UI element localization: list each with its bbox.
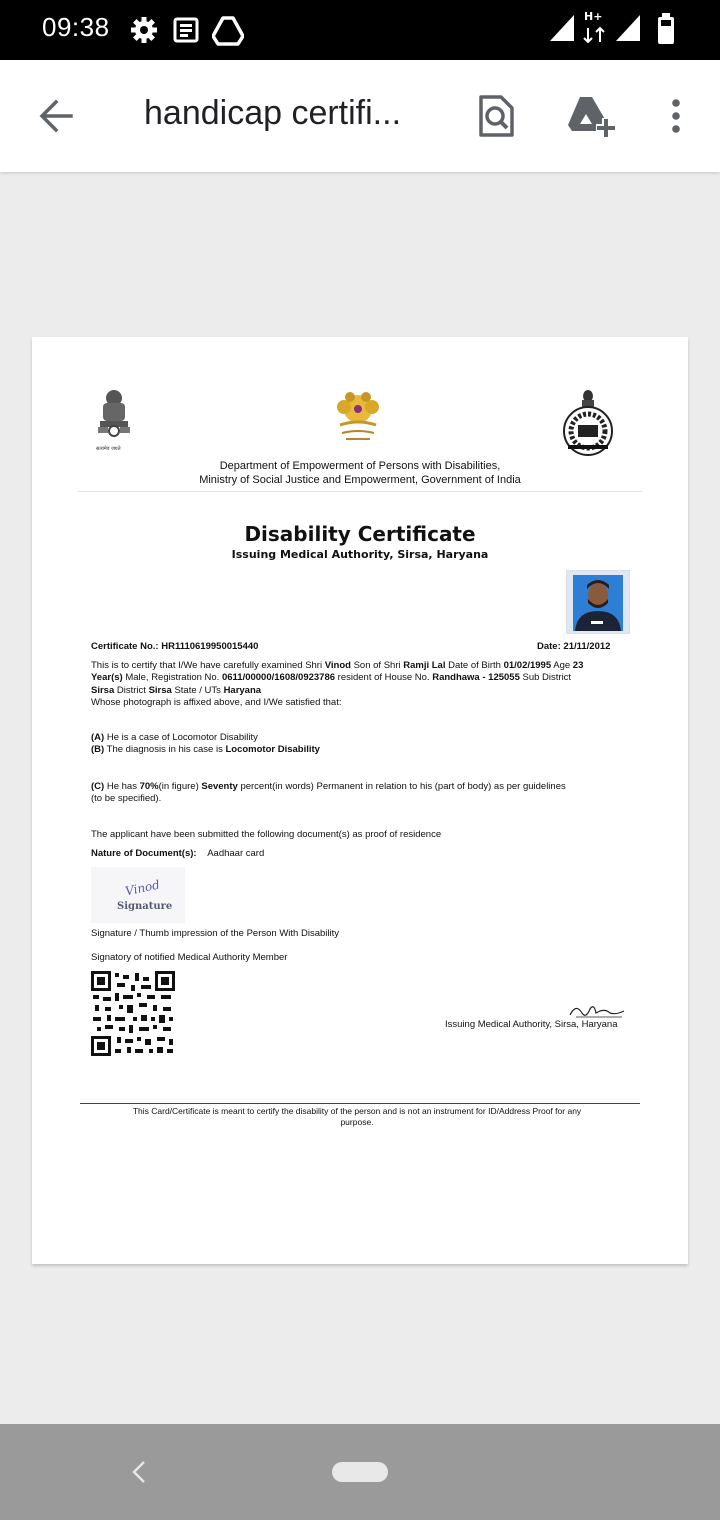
case-c-text: percent(in words) Permanent in relation to his (part of body) as per guidelines bbox=[237, 781, 566, 792]
drive-icon bbox=[212, 14, 244, 46]
certificate-number: HR1110619950015440 bbox=[161, 641, 259, 652]
app-bar bbox=[0, 60, 720, 172]
header-divider bbox=[78, 491, 642, 492]
battery-icon bbox=[656, 12, 676, 46]
document-page bbox=[32, 337, 688, 1264]
para-text: This is to certify that I/We have carefully examined Shri bbox=[91, 660, 325, 671]
certification-paragraph bbox=[91, 660, 631, 710]
certificate-number-row bbox=[91, 641, 258, 653]
age-unit: Year(s) bbox=[91, 672, 123, 684]
case-b bbox=[91, 744, 320, 756]
house-number: Randhawa - 125055 bbox=[432, 672, 520, 684]
certificate-subtitle: Issuing Medical Authority, Sirsa, Haryana bbox=[231, 548, 489, 561]
para-text: District bbox=[114, 684, 149, 696]
gear-icon bbox=[130, 14, 158, 46]
case-c bbox=[91, 781, 631, 806]
case-a-text: He is a case of Locomotor Disability bbox=[104, 732, 258, 743]
signal-icon bbox=[548, 12, 576, 44]
state: Haryana bbox=[223, 684, 262, 696]
sub-district: Sirsa bbox=[91, 684, 115, 696]
navigation-bar bbox=[0, 1424, 720, 1520]
haryana-seal-icon bbox=[560, 389, 616, 457]
authority-footer: Issuing Medical Authority, Sirsa, Haryana bbox=[445, 1019, 618, 1030]
diagnosis-value: Locomotor Disability bbox=[225, 744, 320, 755]
case-c-text: (in figure) bbox=[158, 781, 202, 792]
authority-signature bbox=[566, 999, 628, 1021]
status-time: 09:38 bbox=[42, 12, 110, 42]
department-line-1: Department of Empowerment of Persons with Disabilities, bbox=[219, 460, 501, 472]
department-line-2: Ministry of Social Justice and Empowerment, Government of India bbox=[199, 474, 521, 486]
add-to-drive-icon[interactable] bbox=[568, 94, 618, 138]
signature-word: Signature bbox=[117, 901, 173, 912]
case-c-text: (to be specified). bbox=[91, 793, 162, 805]
case-a bbox=[91, 732, 258, 744]
signatory-line: Signatory of notified Medical Authority Member bbox=[91, 952, 288, 963]
para-text: State / UTs bbox=[171, 684, 224, 696]
nature-of-document-value: Aadhaar card bbox=[207, 848, 265, 859]
para-text: Age bbox=[551, 660, 573, 671]
footer-note-line-1: This Card/Certificate is meant to certify the disability of the person and is not an instrument for ID/Address Proof for any bbox=[132, 1106, 582, 1116]
district: Sirsa bbox=[148, 684, 172, 696]
case-b-text: The diagnosis in his case is bbox=[104, 744, 226, 755]
network-type-label: H+ bbox=[584, 10, 603, 23]
para-text: Son of Shri bbox=[350, 660, 404, 671]
back-arrow-icon[interactable] bbox=[38, 98, 74, 134]
footer-disclaimer bbox=[102, 1106, 612, 1128]
case-c-label: (C) bbox=[91, 781, 105, 792]
signature-caption: Signature / Thumb impression of the Person With Disability bbox=[91, 928, 339, 939]
registration-number: 0611/00000/1608/0923786 bbox=[221, 672, 336, 684]
home-pill[interactable] bbox=[332, 1462, 388, 1482]
applicant-signature bbox=[91, 867, 185, 923]
para-text: resident of House No. bbox=[335, 672, 433, 684]
footer-note-line-2: purpose. bbox=[340, 1117, 374, 1127]
more-options-icon[interactable] bbox=[668, 98, 684, 134]
back-chevron-icon[interactable] bbox=[130, 1460, 148, 1484]
nature-of-document-label: Nature of Document(s): bbox=[91, 848, 197, 859]
certificate-number-label: Certificate No.: bbox=[91, 641, 159, 652]
footer-divider bbox=[80, 1103, 640, 1104]
para-text: Whose photograph is affixed above, and I/We satisfied that: bbox=[91, 697, 342, 709]
date-label: Date: bbox=[537, 641, 561, 652]
para-text: Sub District bbox=[519, 672, 572, 684]
disability-percent-words: Seventy bbox=[201, 781, 238, 792]
para-text: Male, Registration No. bbox=[122, 672, 222, 684]
para-text: Date of Birth bbox=[445, 660, 504, 671]
national-emblem-icon bbox=[94, 389, 134, 445]
father-name: Ramji Lal bbox=[403, 660, 446, 671]
case-b-label: (B) bbox=[91, 744, 105, 755]
certificate-date-row bbox=[537, 641, 610, 653]
case-a-label: (A) bbox=[91, 732, 105, 743]
sugamya-logo-icon bbox=[328, 391, 388, 443]
certificate-date: 21/11/2012 bbox=[563, 641, 611, 652]
qr-code bbox=[91, 971, 175, 1056]
emblem-caption: सत्यमेव जयते bbox=[96, 446, 121, 452]
applicant-photo-image bbox=[567, 571, 629, 633]
document-title: handicap certifi... bbox=[144, 94, 402, 132]
applicant-photo bbox=[566, 570, 630, 634]
news-icon bbox=[172, 14, 200, 46]
age-value: 23 bbox=[572, 660, 584, 671]
residence-proof-line: The applicant have been submitted the following document(s) as proof of residence bbox=[91, 829, 442, 840]
department-heading bbox=[132, 459, 588, 487]
date-of-birth: 01/02/1995 bbox=[503, 660, 552, 671]
signal-icon bbox=[614, 12, 642, 44]
case-c-text: He has bbox=[104, 781, 140, 792]
nature-of-document-row bbox=[91, 848, 264, 860]
signature-scribble: Vinod bbox=[123, 877, 162, 899]
search-in-document-icon[interactable] bbox=[476, 94, 516, 138]
status-bar bbox=[0, 0, 720, 60]
certificate-title: Disability Certificate bbox=[244, 522, 476, 546]
disability-percent-figure: 70% bbox=[139, 781, 159, 792]
data-arrows-icon bbox=[582, 26, 608, 44]
applicant-name: Vinod bbox=[324, 660, 351, 671]
